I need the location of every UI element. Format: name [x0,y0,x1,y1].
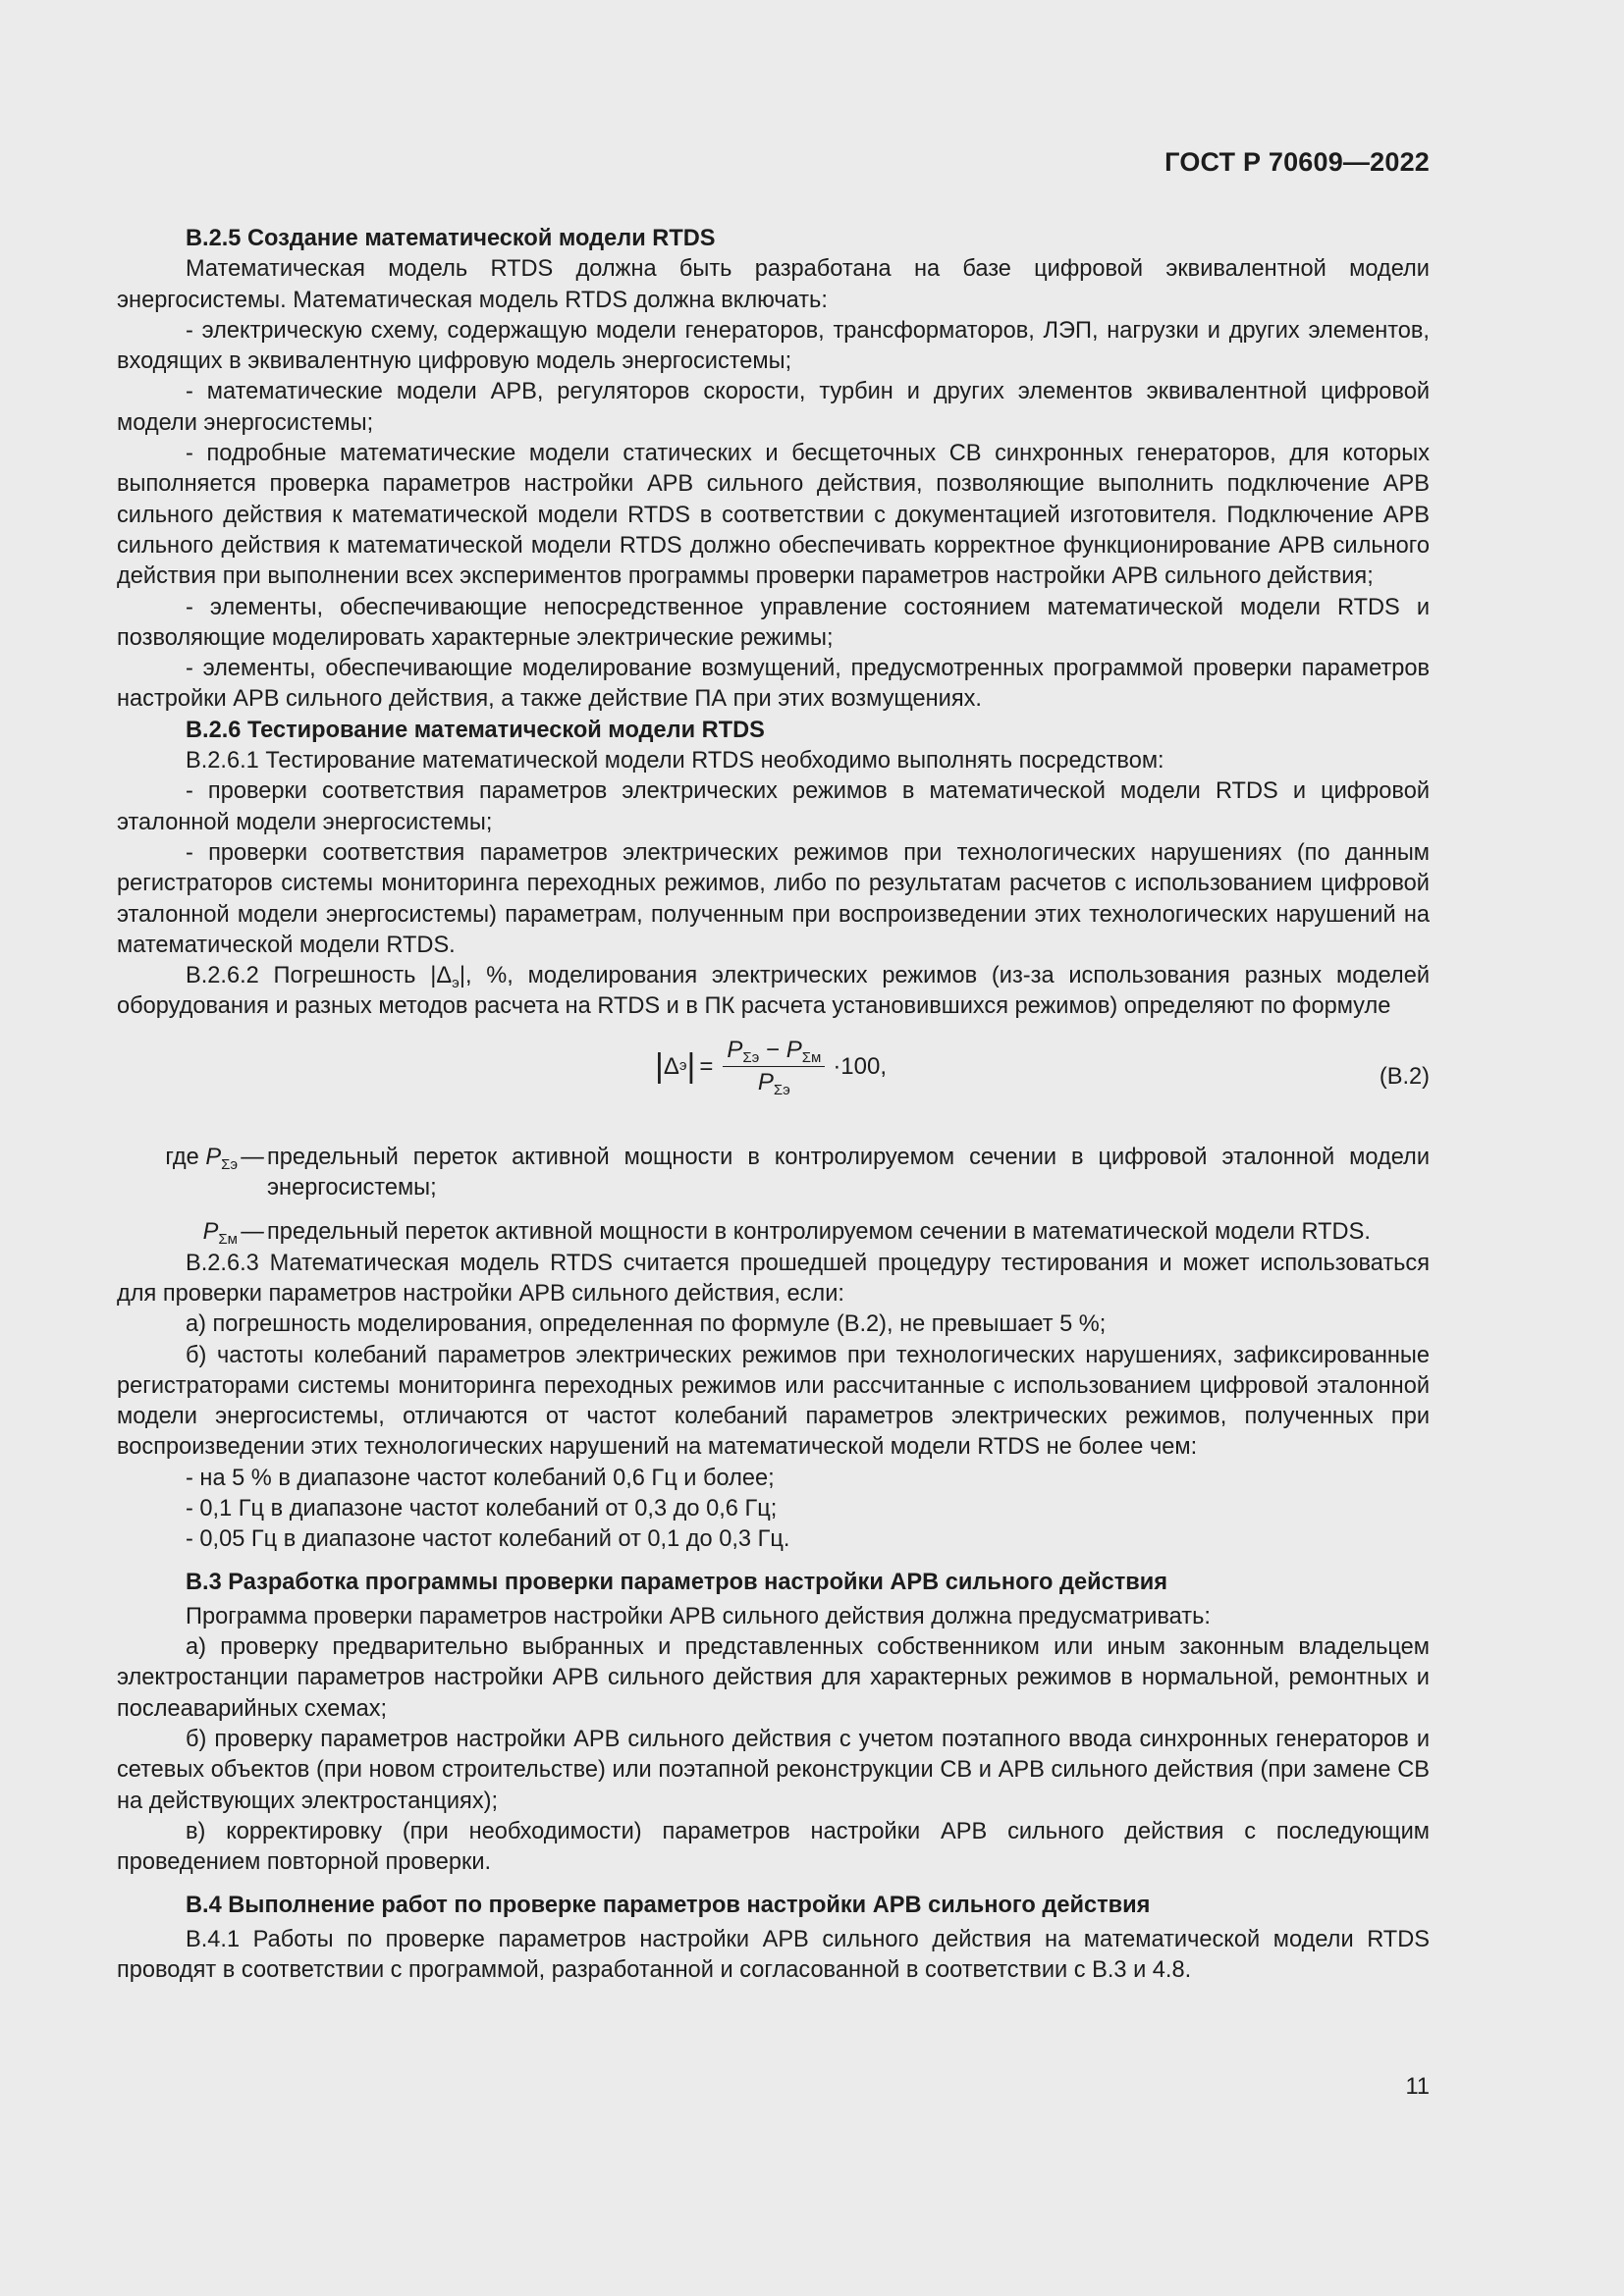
list-item: - на 5 % в диапазоне частот колебаний 0,6 Гц и более; [186,1465,775,1491]
formula-expression: | Δ э | = $\frac{P_{\Sigma э} - P_{\Sigma м}}{P_{\Sigma э}}$ ·100, [655,1036,888,1098]
list-item: - подробные математические модели статических и бесщеточных СВ синхронных генераторов, для которых выполняется проверка параметров настройки АРВ сильного действия, позволяющие выполнить подключение АРВ сильного действия к математической модели RTDS в соответствии с документацией изготовителя. Подключение АРВ сильного действия к математической модели RTDS должно обеспечивать корректное функционирование АРВ сильного действия при выполнении всех экспериментов программы проверки параметров настройки АРВ сильного действия; [117,441,1430,590]
paragraph: Математическая модель RTDS должна быть разработана на базе цифровой эквивалентной модели энергосистемы. Математическая модель RTDS должна включать: [117,256,1430,313]
paragraph: В.4.1 Работы по проверке параметров настройки АРВ сильного действия на математической модели RTDS проводят в соответствии с программой, разработанной и согласованной в соответствии с В.3 и 4.8. [117,1926,1430,1984]
formula-b2 [117,1029,1430,1131]
formula-numerator: $P_{\Sigma э} - P_{\Sigma м}$ [723,1037,825,1067]
list-item: - проверки соответствия параметров электрических режимов в математической модели RTDS и цифровой эталонной модели энергосистемы; [117,778,1430,835]
document-id-header: ГОСТ Р 70609—2022 [1164,147,1430,177]
formula-denominator: $P_{\Sigma э}$ [757,1068,790,1098]
paragraph: В.2.6.1 Тестирование математической модели RTDS необходимо выполнять посредством: [186,748,1164,774]
list-item: а) погрешность моделирования, определенная по формуле (В.2), не превышает 5 %; [186,1311,1107,1338]
list-item: б) проверку параметров настройки АРВ сильного действия с учетом поэтапного ввода синхронных генераторов и сетевых объектов (при новом строительстве) или поэтапной реконструкции СВ и АРВ сильного действия (при замене СВ на действующих электростанциях); [117,1727,1430,1814]
paragraph: В.2.6.3 Математическая модель RTDS считается прошедшей процедуру тестирования и может использоваться для проверки параметров настройки АРВ сильного действия, если: [117,1250,1430,1307]
formula-fraction [723,1037,825,1096]
document-body [117,224,1430,1986]
list-item: а) проверку предварительно выбранных и представленных собственником или иным законным владельцем электростанции параметров настройки АРВ сильного действия для характерных режимов в нормальной, ремонтных и послеаварийных схемах; [117,1634,1430,1722]
list-item: б) частоты колебаний параметров электрических режимов при технологических нарушениях, зафиксированные регистраторами системы мониторинга переходных режимов или рассчитанные с использованием цифровой эталонной модели энергосистемы, отличаются от частот колебаний параметров электрических режимов, полученных при воспроизведении этих технологических нарушений на математической модели RTDS не более чем: [117,1342,1430,1461]
list-item: - 0,1 Гц в диапазоне частот колебаний от 0,3 до 0,6 Гц; [186,1495,778,1522]
section-title-b3: В.3 Разработка программы проверки параметров настройки АРВ сильного действия [186,1569,1168,1595]
list-item: - электрическую схему, содержащую модели генераторов, трансформаторов, ЛЭП, нагрузки и других элементов, входящих в эквивалентную цифровую модель энергосистемы; [117,317,1430,375]
paragraph: Программа проверки параметров настройки АРВ сильного действия должна предусматривать: [186,1603,1211,1629]
section-title-b4: В.4 Выполнение работ по проверке параметров настройки АРВ сильного действия [186,1892,1151,1918]
list-item: - элементы, обеспечивающие непосредственное управление состоянием математической модели RTDS и позволяющие моделировать характерные электрические режимы; [117,594,1430,651]
formula-number: (В.2) [1379,1063,1430,1090]
list-item: - 0,05 Гц в диапазоне частот колебаний от 0,1 до 0,3 Гц. [186,1526,790,1553]
page-number: 11 [1405,2074,1430,2100]
where-row-2: $P_{\Sigma м}$ — предельный переток активной мощности в контролируемом сечении в математической модели RTDS. [202,1219,1371,1249]
list-item: - проверки соответствия параметров электрических режимов при технологических нарушениях (по данным регистраторов системы мониторинга переходных режимов, либо по результатам расчетов с использованием цифровой эталонной модели энергосистемы) параметрам, полученным при воспроизведении этих технологических нарушений на математической модели RTDS. [117,839,1430,958]
section-title-b26: В.2.6 Тестирование математической модели RTDS [186,717,765,743]
paragraph-error-definition: В.2.6.2 Погрешность $|\Delta_э|$, %, моделирования электрических режимов (из-за использования разных моделей оборудования и разных методов расчета на RTDS и в ПК расчета установившихся режимов) определяют по формуле [117,963,1430,1020]
list-item: - элементы, обеспечивающие моделирование возмущений, предусмотренных программой проверки параметров настройки АРВ сильного действия, а также действие ПА при этих возмущениях. [117,656,1430,713]
where-row-1: где $P_{\Sigma э}$ — предельный переток активной мощности в контролируемом сечении в цифровой эталонной модели энергосистемы; [165,1144,1430,1201]
list-item: в) корректировку (при необходимости) параметров настройки АРВ сильного действия с последующим проведением повторной проверки. [117,1818,1430,1876]
section-title-b25: В.2.5 Создание математической модели RTDS [186,226,716,251]
delta-symbol: Δ [663,1052,679,1080]
list-item: - математические модели АРВ, регуляторов скорости, турбин и других элементов эквивалентной цифровой модели энергосистемы; [117,379,1430,436]
